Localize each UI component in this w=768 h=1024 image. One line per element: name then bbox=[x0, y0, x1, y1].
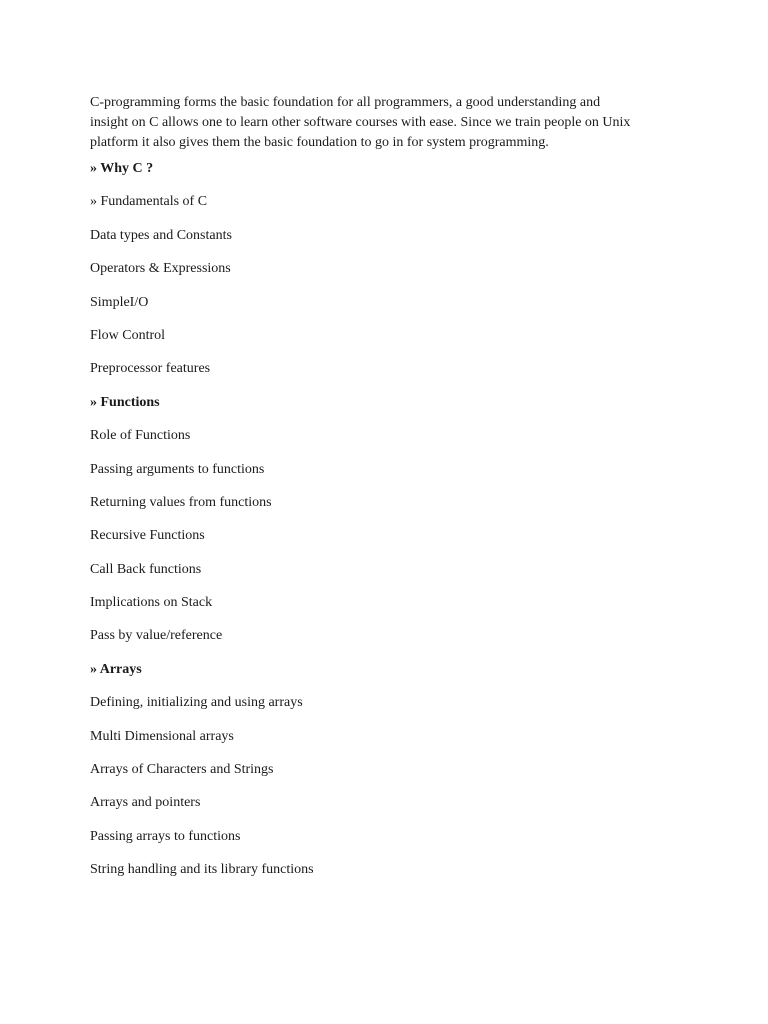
topic-item: SimpleI/O bbox=[90, 294, 149, 310]
section-heading-why-c: » Why C ? bbox=[90, 161, 154, 176]
section-heading-arrays: » Arrays bbox=[90, 661, 142, 677]
topic-item: Preprocessor features bbox=[90, 361, 211, 377]
topic-item: Passing arrays to functions bbox=[90, 828, 241, 844]
section-fundamentals-of-c: » Fundamentals of C bbox=[90, 194, 208, 210]
section-heading-functions: » Functions bbox=[90, 394, 160, 410]
topic-item: Multi Dimensional arrays bbox=[90, 728, 234, 744]
topic-item: Call Back functions bbox=[90, 561, 202, 577]
intro-line: insight on C allows one to learn other software courses with ease. Since we train people on Unix bbox=[90, 115, 631, 130]
topic-item: Data types and Constants bbox=[90, 227, 232, 243]
topic-item: Pass by value/reference bbox=[90, 628, 223, 644]
topic-item: Flow Control bbox=[90, 327, 166, 343]
topic-item: Recursive Functions bbox=[90, 528, 205, 544]
topic-item: String handling and its library functions bbox=[90, 862, 314, 878]
topic-item: Passing arguments to functions bbox=[90, 461, 265, 477]
topic-item: Defining, initializing and using arrays bbox=[90, 695, 303, 711]
topic-item: Returning values from functions bbox=[90, 494, 272, 510]
intro-line: C-programming forms the basic foundation for all programmers, a good understanding and bbox=[90, 95, 601, 110]
topic-item: Operators & Expressions bbox=[90, 261, 231, 277]
topic-item: Implications on Stack bbox=[90, 595, 213, 611]
document-page bbox=[90, 93, 690, 894]
topic-item: Arrays of Characters and Strings bbox=[90, 762, 274, 778]
topic-item: Arrays and pointers bbox=[90, 795, 201, 811]
intro-line: platform it also gives them the basic foundation to go in for system programming. bbox=[90, 135, 549, 150]
topic-item: Role of Functions bbox=[90, 428, 191, 444]
intro-paragraph bbox=[90, 93, 690, 153]
